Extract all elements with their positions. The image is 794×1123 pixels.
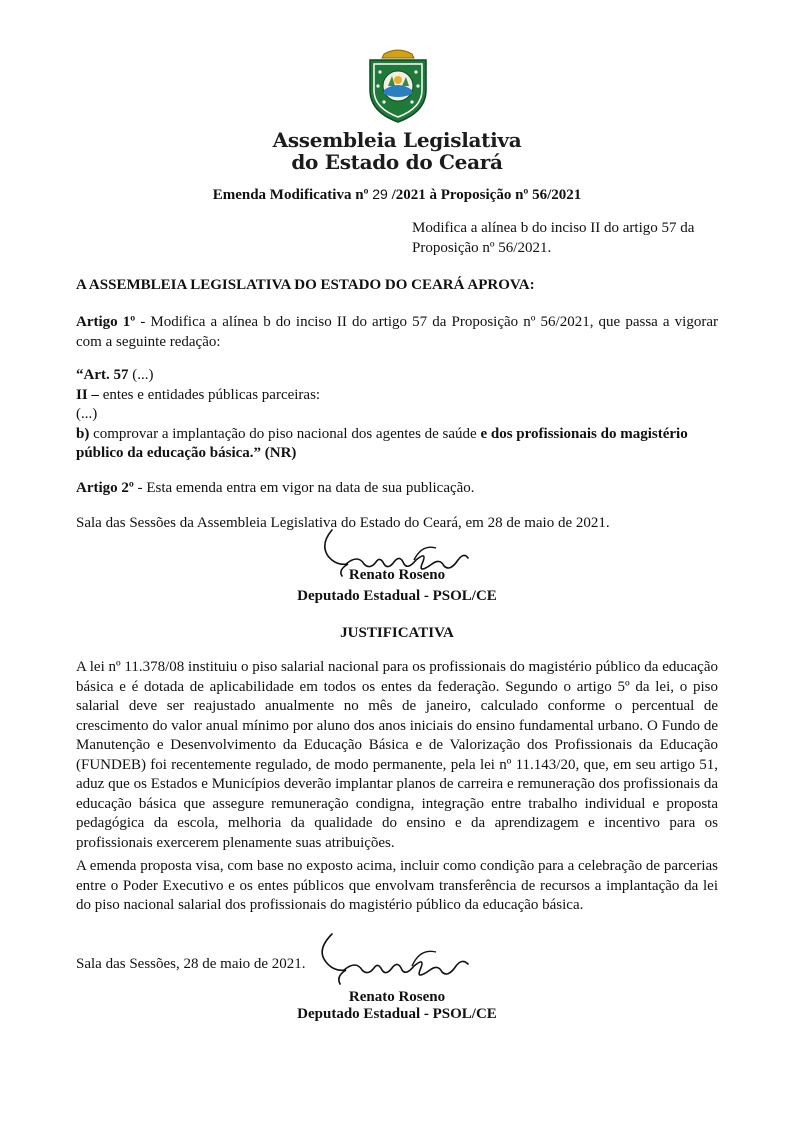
sala-sessoes-1: Sala das Sessões da Assembleia Legislativa do Estado do Ceará, em 28 de maio de 2021. bbox=[76, 515, 610, 531]
document-title: Emenda Modificativa nº 29 /2021 à Proposição nº 56/2021 bbox=[212, 186, 582, 203]
sala-sessoes-2: Sala das Sessões, 28 de maio de 2021. bbox=[76, 956, 306, 972]
ementa-text: Modifica a alínea b do inciso II do artigo 57 da Proposição nº 56/2021. bbox=[412, 220, 695, 256]
justificativa-paragraph-1: A lei nº 11.378/08 instituiu o piso salarial nacional para os profissionais do magistério público da educação básica e é dotada de aplicabilidade em todos os entes da federação. Segundo o artigo 5º da lei, o piso salarial deve ser reajustado anualmente no mês de janeiro, calculado conforme o percentual de crescimento do valor anual mínimo por aluno dos anos iniciais do ensino fundamental urbano. O Fundo de Manutenção e Desenvolvimento da Educação Básica e de Valorização dos Profissionais da Educação (FUNDEB) foi recentemente regulado, de modo permanente, pela lei nº 11.143/20, que, em seu artigo 51, aduz que os Estados e Municípios deverão implantar planos de carreira e remuneração dos profissionais da educação básica que assegure remuneração condigna, integração entre trabalho individual e proposta pedagógica da escola, melhoria da qualidade do ensino e da aprendizagem e incentivo para os profissionais exercerem plenamente suas atribuições. bbox=[76, 659, 718, 851]
org-name-line2: do Estado do Ceará bbox=[291, 150, 503, 174]
org-name-line1: Assembleia Legislativa bbox=[272, 128, 522, 152]
handwritten-signature-2 bbox=[316, 930, 476, 988]
artigo-2: Artigo 2º - Esta emenda entra em vigor na data de sua publicação. bbox=[76, 480, 475, 496]
signatory-name-1: Renato Roseno bbox=[348, 567, 446, 583]
art-57-block: “Art. 57 (...) II – entes e entidades públicas parceiras: (...) b) comprovar a implantação do piso nacional dos agentes de saúde e dos profissionais do magistério público da educação básica.” (NR) bbox=[76, 367, 688, 461]
justificativa-paragraph-2: A emenda proposta visa, com base no exposto acima, incluir como condição para a celebração de parcerias entre o Poder Executivo e os entes públicos que envolvam transferência de recursos a implantação da lei do piso nacional salarial dos profissionais do magistério público da educação básica. bbox=[76, 858, 718, 913]
signatory-name-2: Renato Roseno bbox=[348, 989, 446, 1005]
justificativa-heading: JUSTIFICATIVA bbox=[340, 625, 454, 641]
signatory-role-2: Deputado Estadual - PSOL/CE bbox=[297, 1006, 497, 1022]
aprova-heading: A ASSEMBLEIA LEGISLATIVA DO ESTADO DO CEARÁ APROVA: bbox=[76, 277, 535, 293]
signatory-role-1: Deputado Estadual - PSOL/CE bbox=[297, 588, 497, 604]
state-crest-icon bbox=[364, 46, 432, 124]
artigo-1: Artigo 1º - Modifica a alínea b do inciso II do artigo 57 da Proposição nº 56/2021, que passa a vigorar com a seguinte redação: bbox=[76, 314, 718, 350]
